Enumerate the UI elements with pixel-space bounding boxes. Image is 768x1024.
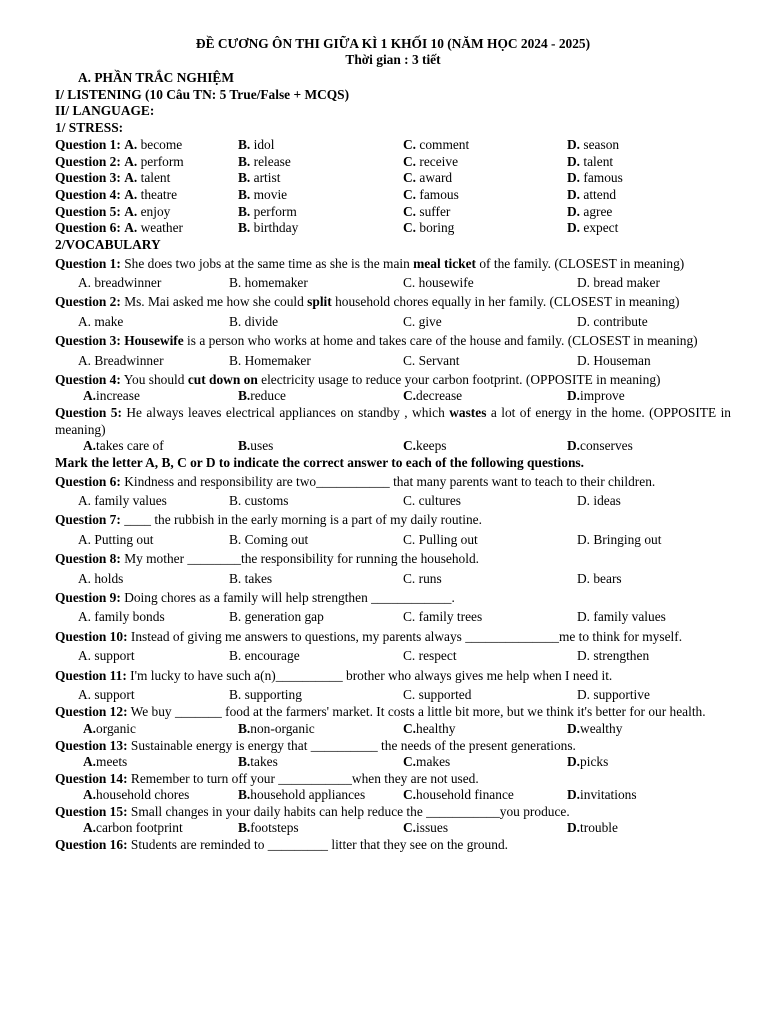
question-text: Question 9: Doing chores as a family will help strengthen ____________. (55, 590, 455, 606)
question-text: Question 8: My mother ________the responsibility for running the household. (55, 551, 480, 567)
exam-duration: Thời gian : 3 tiết (345, 52, 441, 67)
question-text: Question 1: She does two jobs at the same time as she is the main meal ticket of the family. (CLOSEST in meaning) (55, 255, 685, 271)
question-text: Question 3: Housewife is a person who works at home and takes care of the house and family. (CLOSEST in meaning) (55, 333, 698, 349)
stress-question: Question 3: A. talent B. artist C. award D. famous (55, 170, 623, 186)
answer-options: A. Breadwinner B. Homemaker C. Servant D. Houseman (78, 352, 651, 368)
answer-options: A. family bonds B. generation gap C. family trees D. family values (78, 609, 666, 625)
answer-options: A. Putting out B. Coming out C. Pulling out D. Bringing out (78, 531, 662, 547)
question-text: Question 2: Ms. Mai asked me how she could split household chores equally in her family. (CLOSEST in meaning) (55, 294, 680, 310)
answer-options: A.carbon footprint B.footsteps C.issues D.trouble (83, 820, 618, 836)
question-text: Question 13: Sustainable energy is energy that __________ the needs of the present generations. (55, 737, 576, 753)
question-text: Question 5: He always leaves electrical appliances on standby , which wastes a lot of energy in the home. (OPPOSITE in meaning) (55, 405, 731, 437)
question-text: Question 14: Remember to turn off your ___________when they are not used. (55, 770, 479, 786)
question-text: Question 12: We buy _______ food at the farmers' market. It costs a little bit more, but we think it's better for our health. (55, 704, 706, 720)
answer-options: A.meets B.takes C.makes D.picks (83, 754, 609, 770)
answer-options: A. breadwinner B. homemaker C. housewife D. bread maker (78, 275, 660, 291)
answer-options: A.increase B.reduce C.decrease D.improve (83, 388, 625, 404)
language-heading: II/ LANGUAGE: (55, 103, 155, 119)
stress-heading: 1/ STRESS: (55, 120, 124, 136)
listening-heading: I/ LISTENING (10 Câu TN: 5 True/False + MCQS) (55, 86, 350, 102)
stress-list (55, 137, 731, 237)
answer-options: A. family values B. customs C. cultures D. ideas (78, 493, 621, 508)
answer-options: A.organic B.non-organic C.healthy D.wealthy (83, 720, 623, 736)
answer-options: A. support B. supporting C. supported D. supportive (78, 687, 650, 703)
stress-question: Question 5: A. enjoy B. perform C. suffer D. agree (55, 203, 613, 219)
stress-question: Question 6: A. weather B. birthday C. boring D. expect (55, 220, 619, 236)
answer-options: A.household chores B.household appliances C.household finance D.invitations (83, 787, 637, 803)
question-text: Question 11: I'm lucky to have such a(n)__________ brother who always gives me help when I need it. (55, 667, 613, 683)
answer-options: A. holds B. takes C. runs D. bears (78, 570, 622, 586)
question-text: Question 16: Students are reminded to _________ litter that they see on the ground. (55, 837, 508, 853)
section-a-heading: A. PHẦN TRẮC NGHIỆM (78, 70, 234, 85)
stress-question: Question 1: A. become B. idol C. comment D. season (55, 136, 620, 152)
question-text: Question 4: You should cut down on electricity usage to reduce your carbon footprint. (OPPOSITE in meaning) (55, 372, 661, 388)
vocabulary-heading: 2/VOCABULARY (55, 236, 161, 252)
question-text: Question 10: Instead of giving me answers to questions, my parents always ______________me to think for myself. (55, 628, 683, 644)
question-text: Question 15: Small changes in your daily habits can help reduce the ___________you produce. (55, 804, 570, 820)
mcq-instruction: Mark the letter A, B, C or D to indicate the correct answer to each of the following questions. (55, 454, 584, 470)
document-title: ĐỀ CƯƠNG ÔN THI GIỮA KÌ 1 KHỐI 10 (NĂM HỌC 2024 - 2025) (195, 36, 591, 51)
answer-options: A. support B. encourage C. respect D. strengthen (78, 648, 650, 664)
question-text: Question 7: ____ the rubbish in the early morning is a part of my daily routine. (55, 512, 482, 528)
answer-options: A. make B. divide C. give D. contribute (78, 313, 648, 329)
question-text: Question 6: Kindness and responsibility are two___________ that many parents want to teach to their children. (55, 473, 656, 489)
stress-question: Question 2: A. perform B. release C. receive D. talent (55, 153, 614, 169)
answer-options: A.takes care of B.uses C.keeps D.conserves (83, 438, 633, 454)
document-page (55, 36, 731, 854)
stress-question: Question 4: A. theatre B. movie C. famous D. attend (55, 186, 617, 202)
